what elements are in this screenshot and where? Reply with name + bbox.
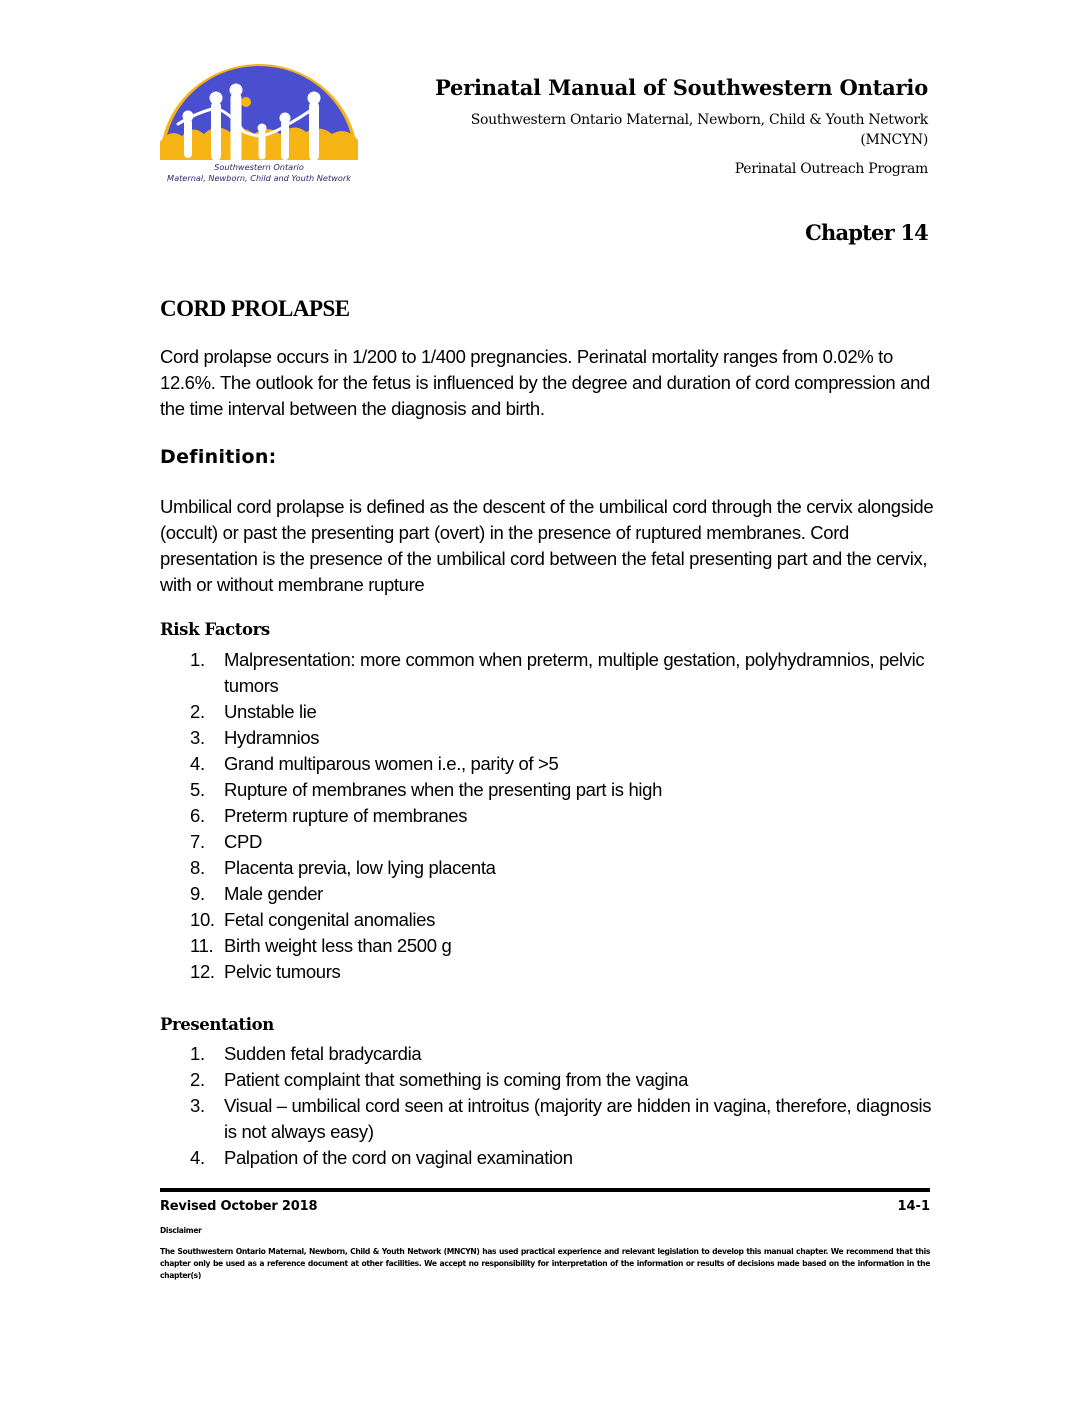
document-header	[435, 74, 928, 179]
list-text: Palpation of the cord on vaginal examination	[224, 1147, 573, 1168]
list-text: Male gender	[224, 883, 323, 904]
list-number: 2.	[190, 701, 205, 722]
list-item	[190, 855, 935, 881]
list-item	[190, 699, 935, 725]
list-text: Grand multiparous women i.e., parity of >5	[224, 753, 559, 774]
list-item	[190, 1067, 935, 1093]
list-item	[190, 1145, 935, 1171]
manual-title: Perinatal Manual of Southwestern Ontario	[434, 75, 928, 100]
list-text: Birth weight less than 2500 g	[224, 935, 452, 956]
list-text: Hydramnios	[224, 727, 320, 748]
logo-caption-line2: Maternal, Newborn, Child and Youth Network	[167, 173, 351, 183]
list-item	[190, 1093, 935, 1145]
presentation-heading: Presentation	[160, 1015, 274, 1034]
list-number: 11.	[190, 935, 214, 956]
list-text: Pelvic tumours	[224, 961, 341, 982]
list-text: Unstable lie	[224, 701, 317, 722]
family-arch-icon	[158, 62, 360, 162]
intro-paragraph: Cord prolapse occurs in 1/200 to 1/400 pregnancies. Perinatal mortality ranges from 0.02% to 12.6%. The outlook for the fetus is influenced by the degree and duration of cord compression and the time interval between the diagnosis and birth.	[160, 346, 930, 419]
list-item	[190, 829, 935, 855]
list-number: 4.	[190, 753, 205, 774]
list-text: Fetal congenital anomalies	[224, 909, 435, 930]
list-item	[190, 725, 935, 751]
organization-line1: Southwestern Ontario Maternal, Newborn, Child & Youth Network	[470, 112, 928, 128]
list-text: Preterm rupture of membranes	[224, 805, 468, 826]
list-item	[190, 959, 935, 985]
risk-factors-list	[190, 647, 935, 985]
list-text: Placenta previa, low lying placenta	[224, 857, 496, 878]
list-number: 6.	[190, 805, 205, 826]
list-item	[190, 907, 935, 933]
list-number: 3.	[190, 1095, 205, 1116]
list-text: Rupture of membranes when the presenting part is high	[224, 779, 663, 800]
presentation-list	[190, 1041, 935, 1171]
list-number: 9.	[190, 883, 205, 904]
list-number: 12.	[190, 961, 215, 982]
list-item	[190, 803, 935, 829]
list-text: Sudden fetal bradycardia	[224, 1043, 422, 1064]
list-number: 3.	[190, 727, 205, 748]
disclaimer-text: The Southwestern Ontario Maternal, Newborn, Child & Youth Network (MNCYN) has used practical experience and relevant legislation to develop this manual chapter. We recommend that this chapter only be used as a reference document at other facilities. We accept no responsibility for interpretation of the information or results of decisions made based on the information in the chapter(s)	[160, 1247, 930, 1280]
list-number: 8.	[190, 857, 205, 878]
list-text: Malpresentation: more common when preterm, multiple gestation, polyhydramnios, pelvic tumors	[224, 649, 925, 696]
list-number: 4.	[190, 1147, 205, 1168]
organization-line2: (MNCYN)	[860, 132, 928, 148]
list-text: Visual – umbilical cord seen at introitus (majority are hidden in vagina, therefore, diagnosis is not always easy)	[224, 1095, 932, 1142]
list-number: 2.	[190, 1069, 205, 1090]
page-title: CORD PROLAPSE	[160, 296, 350, 321]
disclaimer-heading: Disclaimer	[160, 1226, 202, 1235]
logo-caption-line1: Southwestern Ontario	[214, 162, 304, 172]
definition-paragraph: Umbilical cord prolapse is defined as the descent of the umbilical cord through the cervix alongside (occult) or past the presenting part (overt) in the presence of ruptured membranes. Cord presentation is the presence of the umbilical cord between the fetal presenting part and the cervix, with or without membrane rupture	[160, 496, 934, 595]
program-name: Perinatal Outreach Program	[734, 161, 928, 177]
list-number: 1.	[190, 1043, 205, 1064]
list-item	[190, 1041, 935, 1067]
definition-heading: Definition:	[160, 446, 277, 468]
list-number: 1.	[190, 649, 205, 670]
revision-date: Revised October 2018	[160, 1199, 318, 1214]
list-item	[190, 751, 935, 777]
organization-name	[435, 110, 928, 150]
logo-caption	[158, 162, 360, 184]
list-text: CPD	[224, 831, 263, 852]
list-text: Patient complaint that something is coming from the vagina	[224, 1069, 689, 1090]
page-number: 14-1	[897, 1199, 930, 1214]
footer-divider	[160, 1188, 930, 1192]
list-item	[190, 881, 935, 907]
list-number: 7.	[190, 831, 205, 852]
risk-factors-heading: Risk Factors	[160, 620, 270, 639]
list-item	[190, 777, 935, 803]
mncyn-logo	[158, 62, 360, 188]
list-item	[190, 933, 935, 959]
list-item	[190, 647, 935, 699]
list-number: 10.	[190, 909, 215, 930]
chapter-label: Chapter 14	[805, 220, 928, 245]
list-number: 5.	[190, 779, 205, 800]
